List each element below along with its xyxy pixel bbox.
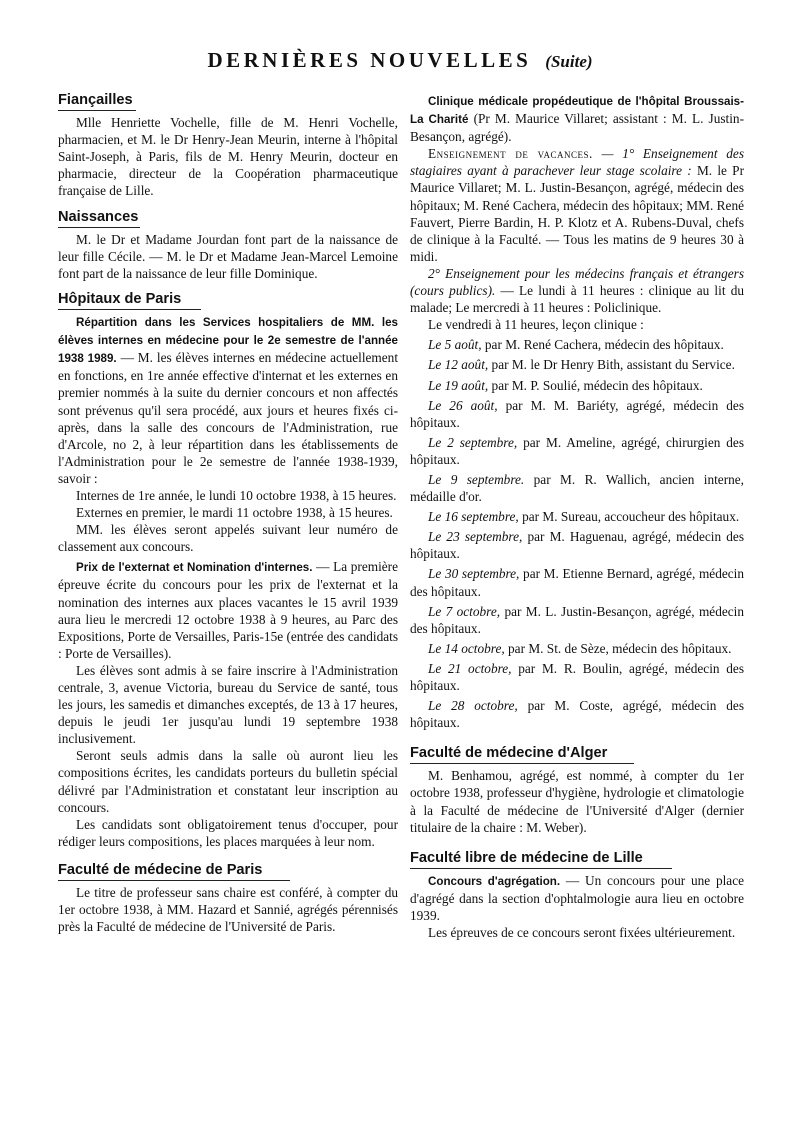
section-heading-hopitaux: Hôpitaux de Paris bbox=[58, 291, 201, 310]
section-heading-faculte-alger: Faculté de médecine d'Alger bbox=[410, 745, 634, 764]
prix-paragraph bbox=[58, 558, 398, 662]
lecture-list bbox=[410, 336, 744, 731]
left-column bbox=[58, 92, 398, 935]
lecture-speaker: par M. M. Bariéty, agrégé, médecin des hôpitaux. bbox=[410, 397, 745, 430]
clinique-paragraph bbox=[410, 92, 744, 145]
lecture-item bbox=[410, 528, 744, 562]
right-column bbox=[410, 92, 744, 941]
faculte-alger-text: M. Benhamou, agrégé, est nommé, à compter du 1er octobre 1938, professeur d'hygiène, hydrologie et climatologie à la Faculté de médecine de l'Université d'Alger (dernier titulaire de la chaire : M. Weber). bbox=[410, 768, 744, 835]
lecture-speaker: par M. Sureau, accoucheur des hôpitaux. bbox=[522, 509, 740, 525]
section-faculte-alger bbox=[410, 745, 744, 835]
enseignement-1-title: — 1° Enseignement des stagiaires ayant à parachever leur stage scolaire : bbox=[410, 146, 745, 179]
vendredi-text: Le vendredi à 11 heures, leçon clinique : bbox=[428, 317, 644, 333]
enseignement-1-paragraph bbox=[410, 145, 744, 265]
section-fiancailles bbox=[58, 92, 398, 200]
section-naissances bbox=[58, 209, 398, 282]
lecture-item bbox=[410, 397, 744, 431]
concours-title: Concours d'agrégation. bbox=[428, 874, 561, 888]
prix-title: Prix de l'externat et Nomination d'internes. bbox=[76, 561, 313, 575]
lecture-date: Le 26 août, bbox=[428, 397, 498, 413]
lecture-item bbox=[410, 471, 744, 505]
masthead-title: DERNIÈRES NOUVELLES bbox=[207, 48, 532, 72]
lecture-speaker: par M. St. de Sèze, médecin des hôpitaux. bbox=[508, 640, 732, 656]
lecture-speaker: par M. Coste, agrégé, médecin des hôpitaux. bbox=[410, 698, 744, 731]
clinique-text: (Pr M. Maurice Villaret; assistant : M. L. Justin-Besançon, agrégé). bbox=[410, 111, 745, 145]
lecture-speaker: par M. P. Soulié, médecin des hôpitaux. bbox=[491, 377, 703, 393]
section-faculte-lille bbox=[410, 850, 744, 941]
lecture-speaker: par M. R. Wallich, ancien interne, médaille d'or. bbox=[410, 471, 745, 505]
section-heading-fiancailles: Fiançailles bbox=[58, 92, 136, 111]
naissances-text: M. le Dr et Madame Jourdan font part de la naissance de leur fille Cécile. — M. le Dr et Madame Jean-Marcel Lemoine font part de la naissance de leur fille Dominique. bbox=[58, 231, 398, 281]
enseignement-2-text: — Le lundi à 11 heures : clinique au lit du malade; Le mercredi à 11 heures : Policlinique. bbox=[410, 283, 745, 316]
lecture-speaker: par M. R. Boulin, agrégé, médecin des hôpitaux. bbox=[410, 660, 744, 693]
lecture-date: Le 21 octobre, bbox=[428, 660, 512, 676]
lecture-item bbox=[410, 565, 744, 599]
lecture-date: Le 2 septembre, bbox=[428, 434, 518, 450]
lecture-date: Le 12 août, bbox=[428, 357, 489, 373]
lecture-date: Le 19 août, bbox=[428, 377, 489, 393]
faculte-paris-text: Le titre de professeur sans chaire est conféré, à compter du 1er octobre 1938, à MM. Hazard et Sannié, agrégés pérennisés près la Faculté de médecine de l'Université de Paris. bbox=[58, 885, 398, 935]
lecture-item bbox=[410, 603, 744, 637]
enseignement-1-text: M. le Pr Maurice Villaret; M. L. Justin-Besançon, agrégé, médecin des hôpitaux; M. René Cachera, médecin des hôpitaux; MM. René Fauvert, Pierre Bardin, H. P. Klotz et A. Rubens-Duval, chefs de clinique à la Faculté. — Tous les matins de 9 heures 30 à midi. bbox=[410, 163, 744, 264]
lecture-speaker: par M. Etienne Bernard, agrégé, médecin des hôpitaux. bbox=[410, 566, 744, 599]
lecture-item bbox=[410, 660, 744, 694]
prix-text: — La première épreuve écrite du concours pour les prix de l'externat et la nomination des internes aux places vacantes le 15 avril 1939 aura lieu le mercredi 12 octobre 1938 à 9 heures, au Parc des Expositions, Porte de Versailles, Paris-15e (entrée des candidats : Porte de Versailles). bbox=[58, 559, 399, 661]
section-faculte-paris bbox=[58, 862, 398, 935]
appel-text: MM. les élèves seront appelés suivant leur numéro de classement aux concours. bbox=[58, 522, 398, 555]
lecture-item bbox=[410, 377, 744, 394]
concours-paragraph bbox=[410, 872, 744, 924]
epreuves-text: Les épreuves de ce concours seront fixées ultérieurement. bbox=[428, 925, 736, 941]
concours-text: — Un concours pour une place d'agrégé dans la section d'ophtalmologie aura lieu en octobre 1939. bbox=[410, 872, 745, 924]
lecture-speaker: par M. le Dr Henry Bith, assistant du Service. bbox=[491, 357, 735, 373]
lecture-date: Le 5 août, bbox=[428, 337, 482, 353]
section-clinique bbox=[410, 92, 744, 731]
masthead-suite: (Suite) bbox=[545, 52, 593, 71]
lecture-date: Le 7 octobre, bbox=[428, 603, 501, 619]
lecture-item bbox=[410, 508, 744, 525]
section-hopitaux bbox=[58, 291, 398, 850]
lecture-speaker: par M. Ameline, agrégé, chirurgien des hôpitaux. bbox=[410, 434, 744, 467]
lecture-date: Le 16 septembre, bbox=[428, 509, 519, 525]
lecture-speaker: par M. Haguenau, agrégé, médecin des hôpitaux. bbox=[410, 529, 744, 562]
enseignement-2-paragraph bbox=[410, 265, 744, 316]
clinique-title: Clinique médicale propédeutique de l'hôpital Broussais-La Charité bbox=[410, 95, 744, 127]
section-heading-faculte-paris: Faculté de médecine de Paris bbox=[58, 862, 290, 881]
page-masthead bbox=[0, 48, 800, 73]
lecture-speaker: par M. René Cachera, médecin des hôpitaux. bbox=[484, 337, 724, 353]
lecture-item bbox=[410, 434, 744, 468]
admis-text: Seront seuls admis dans la salle où auront lieu les compositions écrites, les candidats porteurs du bulletin spécial délivré par l'Administration et constatant leur inscription au concours. bbox=[58, 748, 398, 815]
lecture-date: Le 28 octobre, bbox=[428, 698, 518, 714]
enseignement-label: Enseignement de vacances. bbox=[428, 146, 593, 162]
repartition-title: Répartition dans les Services hospitaliers de MM. les élèves internes en médecine pour le 2e semestre de l'année 1938 1989. bbox=[58, 316, 398, 366]
lecture-date: Le 30 septembre, bbox=[428, 566, 520, 582]
fiancailles-text: Mlle Henriette Vochelle, fille de M. Henri Vochelle, pharmacien, et M. le Dr Henry-Jean Meurin, interne à l'hôpital Saint-Joseph, à Paris, fils de M. Henry Meurin, docteur en pharmacie, directeur de la Coopération pharmaceutique française de Lille. bbox=[58, 115, 398, 199]
enseignement-2-title: 2° Enseignement pour les médecins français et étrangers (cours publics). bbox=[410, 265, 744, 299]
lecture-item bbox=[410, 356, 744, 373]
lecture-date: Le 23 septembre, bbox=[428, 529, 523, 545]
obligatoire-text: Les candidats sont obligatoirement tenus d'occuper, pour rédiger leurs compositions, les places marquées à leur nom. bbox=[58, 816, 398, 849]
repartition-paragraph bbox=[58, 313, 398, 487]
section-heading-faculte-lille: Faculté libre de médecine de Lille bbox=[410, 850, 672, 869]
lecture-item bbox=[410, 336, 744, 353]
internes-text: Internes de 1re année, le lundi 10 octobre 1938, à 15 heures. bbox=[76, 487, 397, 503]
lecture-date: Le 9 septembre. bbox=[428, 471, 525, 487]
lecture-item bbox=[410, 640, 744, 657]
repartition-text: — M. les élèves internes en médecine actuellement en fonctions, en 1re année effective d'internat et les externes en premier nommés à la suite du dernier concours et non affectés sont prévenus qu'il sera procédé, aux jours et heures fixés ci-après, dans la salle des concours de l'Administration, rue d'Arcole, no 2, à leur répartition dans les établissements de l'Administration pour le 2e semestre de l'année 1938-1939, savoir : bbox=[58, 350, 399, 486]
externes-text: Externes en premier, le mardi 11 octobre 1938, à 15 heures. bbox=[76, 505, 393, 521]
lecture-item bbox=[410, 697, 744, 731]
lecture-date: Le 14 octobre, bbox=[428, 640, 505, 656]
lecture-speaker: par M. L. Justin-Besançon, agrégé, médecin des hôpitaux. bbox=[410, 603, 745, 636]
inscription-text: Les élèves sont admis à se faire inscrire à l'Administration centrale, 3, avenue Victoria, bureau du Service de santé, tous les jours, les samedis et dimanches exceptés, de 13 à 17 heures, depuis le jeudi 1er jusqu'au lundi 19 septembre 1938 inclusivement. bbox=[58, 662, 398, 747]
section-heading-naissances: Naissances bbox=[58, 209, 140, 228]
